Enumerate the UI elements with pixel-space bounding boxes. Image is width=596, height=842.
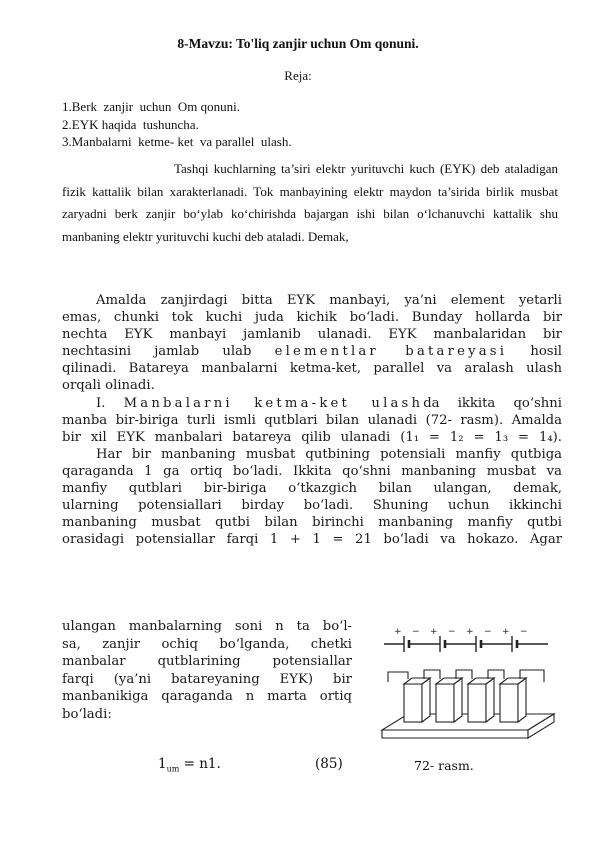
text-line: manba bir-biriga turli ismli qutblari bilan ulanadi (72- rasm). Amalda bbox=[62, 412, 562, 428]
cell bbox=[436, 678, 462, 722]
text-line: emas, chunki tok kuchi juda kichik bo‘ladi. Bunday hollarda bir bbox=[62, 310, 562, 326]
figure-caption: 72- rasm. bbox=[414, 758, 474, 773]
formula-85 bbox=[158, 756, 221, 774]
polarity-mark: − bbox=[520, 627, 528, 637]
text-fragment: nechtasini jamlab ulab bbox=[62, 344, 275, 360]
text-line: manbanikiga qaraganda n marta ortiq bbox=[62, 689, 352, 705]
text-line bbox=[62, 343, 562, 360]
text-line: manbalar qutblarining potensiallar bbox=[62, 654, 352, 670]
text-fragment: da ikkita qo‘shni bbox=[423, 395, 563, 411]
polarity-mark: + bbox=[394, 627, 402, 637]
text-line: bo‘ladi: bbox=[62, 706, 112, 722]
wrapped-text-beside-figure bbox=[62, 618, 352, 724]
plan-item: 3.Manbalarni ketme- ket va parallel ulash. bbox=[62, 134, 292, 149]
text-fragment: bir xil EYK manbalari batareya qilib ulanadi bbox=[62, 429, 401, 445]
text-line: Amalda zanjirdagi bitta EYK manbayi, ya’ni element yetarli bbox=[96, 293, 562, 308]
equality-formula: (1₁ = 1₂ = 1₃ = 1₄). bbox=[400, 429, 562, 445]
page-title: 8-Mavzu: To'liq zanjir uchun Om qonuni. bbox=[177, 36, 419, 51]
cell bbox=[500, 678, 526, 722]
text-line: manfiy qutblari bir-biriga o‘tkazgich bilan ulangan, demak, bbox=[62, 481, 562, 497]
polarity-mark: + bbox=[466, 627, 474, 637]
polarity-mark: − bbox=[484, 627, 492, 637]
text-line: ulangan manbalarning soni n ta bo‘l- bbox=[62, 619, 352, 634]
text-line: orasidagi potensiallar farqi 1 + 1 = 21 bo‘ladi va hokazo. Agar bbox=[62, 532, 562, 548]
text-line: ularning potensiallari birday bo‘ladi. Shuning uchun ikkinchi bbox=[62, 498, 562, 514]
text-line: sa, zanjir ochiq bo‘lganda, chetki bbox=[62, 636, 352, 652]
series-circuit-schematic bbox=[384, 636, 548, 652]
text-line: qaraganda 1 ga ortiq bo‘ladi. Ikkita qo‘shni manbaning musbat va bbox=[62, 463, 562, 479]
text-line bbox=[62, 429, 562, 446]
scanned-textbook-text bbox=[62, 292, 562, 548]
series-battery-figure bbox=[378, 622, 558, 752]
formula-lhs: 1 bbox=[158, 756, 167, 772]
text-line bbox=[62, 395, 562, 412]
cell bbox=[404, 678, 430, 722]
cell bbox=[468, 678, 494, 722]
text-line: orqali olinadi. bbox=[62, 378, 155, 394]
polarity-mark: + bbox=[502, 627, 510, 637]
equation-number: (85) bbox=[315, 756, 343, 772]
plan-item: 2.EYK haqida tushuncha. bbox=[62, 116, 199, 132]
plan-list bbox=[62, 98, 292, 151]
polarity-mark: − bbox=[412, 627, 420, 637]
formula-rhs: = n1. bbox=[179, 756, 221, 772]
text-line: Har bir manbaning musbat qutbining potensiali manfiy qutbiga bbox=[96, 446, 562, 462]
text-line: farqi (ya’ni batareyaning EYK) bir bbox=[62, 671, 352, 687]
text-line: qilinadi. Batareya manbalarni ketma-ket, parallel va aralash ulash bbox=[62, 361, 562, 377]
term-ketma-ket-ulash: Manbalarni ketma-ket ulash bbox=[123, 395, 424, 411]
plan-item: 1.Berk zanjir uchun Om qonuni. bbox=[62, 99, 240, 114]
intro-paragraph: Tashqi kuchlarning ta’siri elektr yurituvchi kuch (EYK) deb ataladigan fizik kattalik bilan xarakterlanadi. Tok manbayining elektr maydon ta’sirida birlik musbat zaryadni berk zanjir bo‘ylab ko‘chirishda bajargan ishi bilan o‘lchanuvchi kattalik shu manbaning elektr yurituvchi kuchi deb ataladi. Demak, bbox=[62, 161, 558, 244]
text-line: nechta EYK manbayi jamlanib ulanadi. EYK manbalaridan bir bbox=[62, 327, 562, 343]
polarity-mark: + bbox=[430, 627, 438, 637]
battery-perspective-drawing bbox=[382, 678, 554, 738]
polarity-mark: − bbox=[448, 627, 456, 637]
text-fragment: I. bbox=[96, 395, 124, 411]
term-elementlar-batareyasi: elementlar batareyasi bbox=[274, 344, 508, 360]
text-line: manbaning musbat qutbi bilan birinchi manbaning manfiy qutbi bbox=[62, 515, 562, 531]
formula-subscript: um bbox=[166, 764, 180, 774]
text-fragment: hosil bbox=[507, 344, 563, 360]
plan-heading: Reja: bbox=[284, 68, 312, 83]
